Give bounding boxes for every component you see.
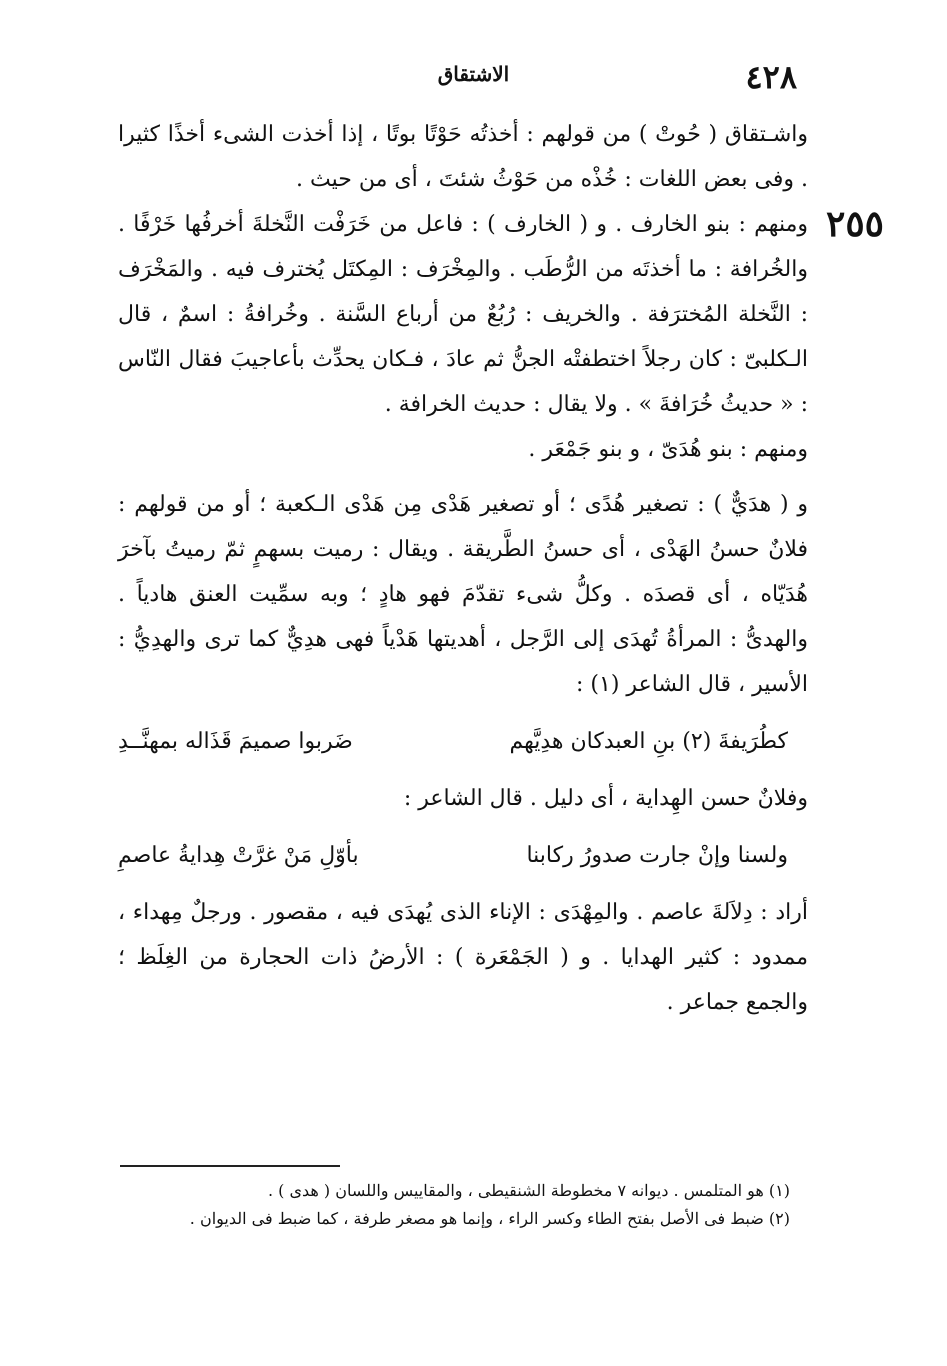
verse-2-first-hemistich: ولسنا وإنْ جارت صدورُ ركابنا (526, 843, 788, 868)
footnote-divider (120, 1165, 340, 1167)
main-text (118, 112, 885, 1025)
paragraph-kharif: ومنهم : بنو الخارف . و ( الخارف ) : فاعل من خَرَفْت النَّخلةَ أخرفُها خَرْفًا . والخُرافة : ما أخذتَه من الرُّطَب . والمِخْرَف : المِكتَل يُخترف فيه . والمَخْرَف : النَّخلة المُخترَفة . والخريف : رُبُعٌ من أرباع السَّنة . وخُرافةُ : اسمٌ ، قال الـكلبىّ : كان رجلاً اختطفتْه الجنُّ ثم عادَ ، فـكان يحدِّث بأعاجيبَ فقال النّاس : « حديثُ خُرَافةَ » . ولا يقال : حديث الخرافة . (118, 212, 808, 417)
verse-1-first-hemistich: كطُرَيفةَ (٢) بنِ العبدكان هدِيَّهم (509, 729, 788, 754)
page-header (0, 58, 947, 98)
paragraph-hudayy-intro: ومنهم : بنو هُدَىّ ، و بنو جَمْعَر . (528, 437, 808, 462)
verse-1 (118, 719, 808, 764)
paragraph-hidaya: وفلانٌ حسن الهِداية ، أى دليل . قال الشاعر : (403, 786, 808, 811)
page-number: ٤٢٨ (745, 58, 797, 96)
verse-2-second-hemistich: بأوّلِ مَنْ غرَّتْ هِدايةُ عاصمِ (118, 843, 359, 868)
entry-255 (118, 202, 885, 427)
paragraph-hudayy: و ( هدَيٌّ ) : تصغير هُدًى ؛ أو تصغير هَدْى مِن هَدْى الـكعبة ؛ أو من قولهم : فلانٌ حسنُ الهَدْى ، أى حسنُ الطَّريقة . ويقال : رميت بسهمٍ ثمّ رميتُ بآخرَ هُدَيّاه ، أى قصدَه . وكلُّ شىء تقدّمَ فهو هادٍ ؛ وبه سمِّيت العنق هادياً . والهدىُّ : المرأةُ تُهدَى إلى الرَّجل ، أهديتها هَدْياً فهى هدِيٌّ كما ترى والهدِيُّ : الأسير ، قال الشاعر (١) : (118, 492, 808, 697)
verse-2 (118, 833, 808, 878)
entry-number: ٢٥٥ (826, 203, 885, 245)
footnote-2: (٢) ضبط فى الأصل بفتح الطاء وكسر الراء ، وإنما هو مصغر طرفة ، كما ضبط فى الديوان . (189, 1209, 790, 1228)
footnote-1: (١) هو المتلمس . ديوانه ٧ مخطوطة الشنقيطى ، والمقاييس واللسان ( هدى ) . (267, 1181, 790, 1200)
paragraph-final: أراد : دِلاَلةَ عاصم . والمِهْدَى : الإناء الذى يُهدَى فيه ، مقصور . ورجلٌ مِهداء ، ممدود : كثير الهدايا . و ( الجَمْعَرة ) : الأرضُ ذات الحجارة من الغِلَظ ؛ والجمع جماعر . (118, 900, 808, 1015)
running-title: الاشتقاق (437, 62, 510, 86)
paragraph-hawt: واشـتقاق ( حُوتْ ) من قولهم : أخذتُه حَوْتًا بوتًا ، إذا أخذت الشىء أخذًا كثيرا . وفى بعض اللغات : خُذْه من حَوْثُ شئتَ ، أى من حيث . (118, 122, 808, 192)
verse-1-second-hemistich: ضَربوا صميمَ قَذَاله بمهنَّــدِ (118, 729, 353, 754)
footnotes (120, 1165, 790, 1233)
